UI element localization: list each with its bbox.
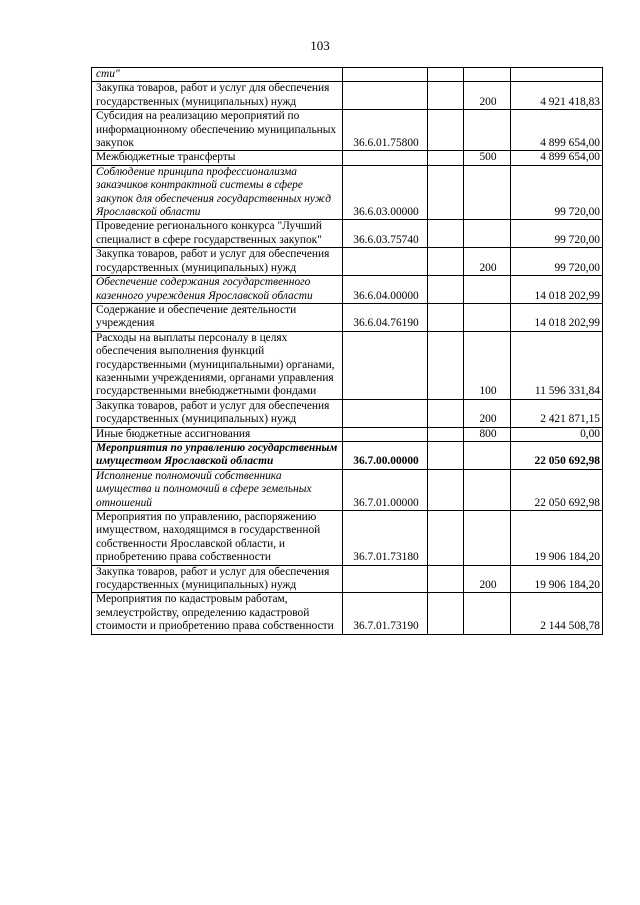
table-row <box>92 399 603 427</box>
row-name: Межбюджетные трансферты <box>92 151 343 165</box>
row-name: Мероприятия по кадастровым работам, землеустройству, определению кадастровой стоимости и приобретению права собственности <box>92 593 343 634</box>
row-empty-cell <box>428 331 464 399</box>
row-amount: 14 018 202,99 <box>511 276 603 304</box>
row-empty-cell <box>428 276 464 304</box>
row-name: Расходы на выплаты персоналу в целях обеспечения выполнения функций государственными (муниципальными) органами, казенными учреждениями, органами управления государственными внебюджетными фондами <box>92 331 343 399</box>
row-target-code: 36.7.00.00000 <box>343 441 428 469</box>
row-name: Обеспечение содержания государственного казенного учреждения Ярославской области <box>92 276 343 304</box>
row-name: Исполнение полномочий собственника имущества и полномочий в сфере земельных отношений <box>92 469 343 510</box>
row-amount: 19 906 184,20 <box>511 565 603 593</box>
row-amount: 14 018 202,99 <box>511 303 603 331</box>
row-empty-cell <box>428 441 464 469</box>
row-name: Соблюдение принципа профессионализма заказчиков контрактной системы в сфере закупок для обеспечения государственных нужд Ярославской области <box>92 165 343 220</box>
row-target-code: 36.6.01.75800 <box>343 110 428 151</box>
row-expense-type: 200 <box>464 399 511 427</box>
table-row <box>92 82 603 110</box>
page-number: 103 <box>310 38 330 53</box>
row-amount: 22 050 692,98 <box>511 469 603 510</box>
row-target-code: 36.6.04.76190 <box>343 303 428 331</box>
row-target-code <box>343 151 428 165</box>
row-empty-cell <box>428 565 464 593</box>
table-row <box>92 331 603 399</box>
row-expense-type: 200 <box>464 82 511 110</box>
row-name: сти" <box>92 68 343 82</box>
row-amount: 4 921 418,83 <box>511 82 603 110</box>
row-name: Закупка товаров, работ и услуг для обеспечения государственных (муниципальных) нужд <box>92 248 343 276</box>
row-empty-cell <box>428 68 464 82</box>
row-expense-type <box>464 303 511 331</box>
row-target-code <box>343 399 428 427</box>
row-expense-type: 100 <box>464 331 511 399</box>
row-amount: 99 720,00 <box>511 220 603 248</box>
table-row <box>92 303 603 331</box>
row-amount: 2 421 871,15 <box>511 399 603 427</box>
row-expense-type <box>464 165 511 220</box>
row-expense-type <box>464 511 511 566</box>
row-name: Содержание и обеспечение деятельности учреждения <box>92 303 343 331</box>
row-target-code <box>343 427 428 441</box>
row-name: Субсидия на реализацию мероприятий по информационному обеспечению муниципальных закупок <box>92 110 343 151</box>
table-row <box>92 165 603 220</box>
row-name: Мероприятия по управлению государственным имуществом Ярославской области <box>92 441 343 469</box>
budget-table-body <box>92 68 603 635</box>
row-empty-cell <box>428 110 464 151</box>
row-target-code <box>343 248 428 276</box>
table-row <box>92 441 603 469</box>
row-empty-cell <box>428 399 464 427</box>
row-empty-cell <box>428 151 464 165</box>
row-amount: 4 899 654,00 <box>511 110 603 151</box>
row-expense-type <box>464 220 511 248</box>
row-amount: 22 050 692,98 <box>511 441 603 469</box>
row-expense-type <box>464 469 511 510</box>
row-empty-cell <box>428 469 464 510</box>
row-empty-cell <box>428 303 464 331</box>
row-target-code: 36.7.01.00000 <box>343 469 428 510</box>
row-name: Иные бюджетные ассигнования <box>92 427 343 441</box>
row-target-code <box>343 565 428 593</box>
table-row <box>92 220 603 248</box>
row-empty-cell <box>428 511 464 566</box>
table-row <box>92 68 603 82</box>
row-expense-type: 500 <box>464 151 511 165</box>
row-amount: 99 720,00 <box>511 165 603 220</box>
row-target-code <box>343 68 428 82</box>
row-empty-cell <box>428 427 464 441</box>
row-target-code: 36.7.01.73180 <box>343 511 428 566</box>
row-amount: 19 906 184,20 <box>511 511 603 566</box>
row-amount: 0,00 <box>511 427 603 441</box>
row-empty-cell <box>428 593 464 634</box>
table-row <box>92 276 603 304</box>
table-row <box>92 110 603 151</box>
row-name: Мероприятия по управлению, распоряжению имуществом, находящимся в государственной собственности Ярославской области, и приобретению права собственности <box>92 511 343 566</box>
row-expense-type <box>464 593 511 634</box>
row-name: Закупка товаров, работ и услуг для обеспечения государственных (муниципальных) нужд <box>92 82 343 110</box>
row-expense-type <box>464 441 511 469</box>
row-empty-cell <box>428 220 464 248</box>
row-expense-type <box>464 276 511 304</box>
budget-table <box>91 67 603 635</box>
table-row <box>92 248 603 276</box>
row-expense-type: 200 <box>464 565 511 593</box>
row-amount: 2 144 508,78 <box>511 593 603 634</box>
table-row <box>92 565 603 593</box>
row-empty-cell <box>428 165 464 220</box>
row-amount: 11 596 331,84 <box>511 331 603 399</box>
row-amount <box>511 68 603 82</box>
row-name: Проведение регионального конкурса "Лучший специалист в сфере государственных закупок" <box>92 220 343 248</box>
table-row <box>92 511 603 566</box>
table-row <box>92 593 603 634</box>
row-amount: 99 720,00 <box>511 248 603 276</box>
table-row <box>92 469 603 510</box>
row-expense-type <box>464 68 511 82</box>
row-empty-cell <box>428 82 464 110</box>
row-target-code <box>343 82 428 110</box>
row-name: Закупка товаров, работ и услуг для обеспечения государственных (муниципальных) нужд <box>92 565 343 593</box>
row-amount: 4 899 654,00 <box>511 151 603 165</box>
row-target-code: 36.7.01.73190 <box>343 593 428 634</box>
row-expense-type: 800 <box>464 427 511 441</box>
row-name: Закупка товаров, работ и услуг для обеспечения государственных (муниципальных) нужд <box>92 399 343 427</box>
row-expense-type: 200 <box>464 248 511 276</box>
table-row <box>92 151 603 165</box>
row-expense-type <box>464 110 511 151</box>
row-target-code <box>343 331 428 399</box>
row-target-code: 36.6.03.00000 <box>343 165 428 220</box>
row-empty-cell <box>428 248 464 276</box>
row-target-code: 36.6.04.00000 <box>343 276 428 304</box>
row-target-code: 36.6.03.75740 <box>343 220 428 248</box>
table-row <box>92 427 603 441</box>
